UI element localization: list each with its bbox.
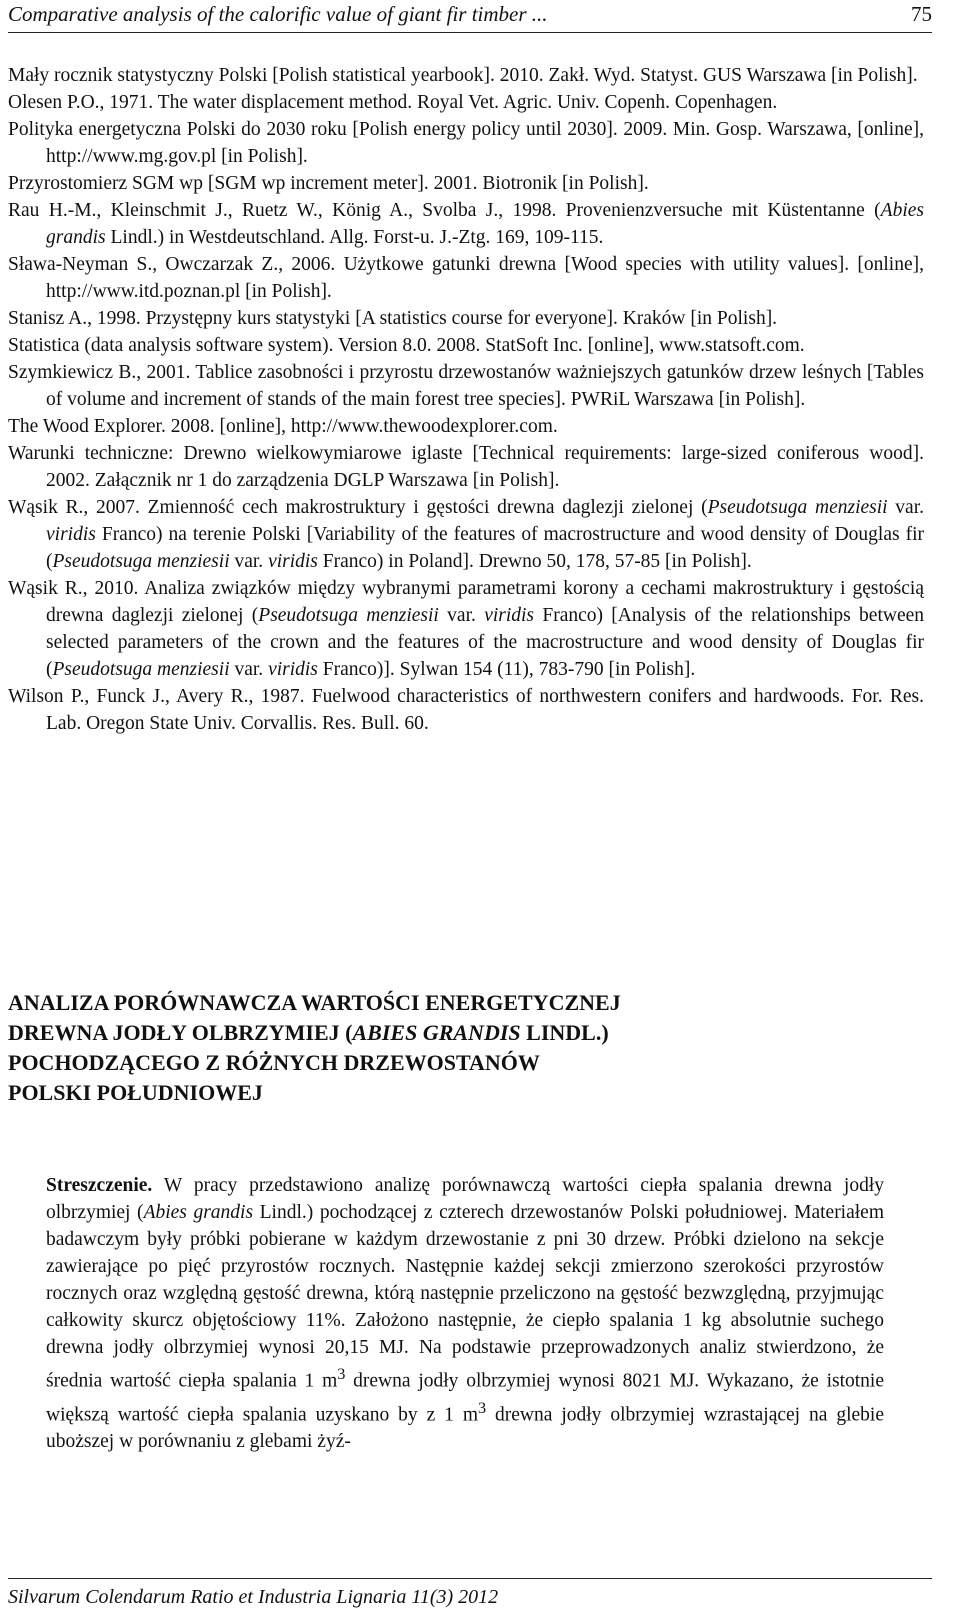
reference-entry — [8, 683, 924, 737]
title-line: POCHODZĄCEGO Z RÓŻNYCH DRZEWOSTANÓW — [8, 1050, 540, 1075]
title-text: LINDL.) — [520, 1020, 609, 1045]
reference-species: viridis — [46, 524, 96, 545]
reference-text: Franco)]. Sylwan 154 (11), 783-790 [in Polish]. — [317, 659, 696, 680]
reference-text: Olesen P.O., 1971. The water displacement method. Royal Vet. Agric. Univ. Copenh. Copenhagen. — [8, 92, 778, 113]
reference-text: var. — [229, 551, 269, 572]
reference-species: Pseudotsuga menziesii — [707, 497, 888, 518]
reference-text: Przyrostomierz SGM wp [SGM wp increment meter]. 2001. Biotronik [in Polish]. — [8, 173, 649, 194]
reference-text: Stanisz A., 1998. Przystępny kurs statystyki [A statistics course for everyone]. Kraków [in Polish]. — [8, 308, 778, 329]
abstract-text: drewna jodły olbrzymiej wynosi 8021 MJ. Wykazano, że istotnie większą wartość ciepła spalania uzyskano by z 1 m — [46, 1370, 884, 1425]
reference-entry — [8, 332, 924, 359]
reference-text: Lindl.) in Westdeutschland. Allg. Forst-u. J.-Ztg. 169, 109-115. — [105, 227, 604, 248]
abstract-text: W pracy przedstawiono analizę porównawczą wartości ciepła spalania drewna jodły olbrzymiej ( — [46, 1175, 884, 1223]
reference-text: Wąsik R., 2007. Zmienność cech makrostruktury i gęstości drewna daglezji zielonej ( — [8, 497, 708, 518]
title-line: ANALIZA PORÓWNAWCZA WARTOŚCI ENERGETYCZNEJ — [8, 990, 621, 1015]
reference-list — [8, 62, 924, 737]
reference-text: Franco) in Poland]. Drewno 50, 178, 57-85 [in Polish]. — [317, 551, 752, 572]
running-header — [8, 0, 932, 30]
superscript: 3 — [337, 1365, 346, 1383]
footer-rule — [8, 1578, 932, 1579]
abstract-text: Lindl.) pochodzącej z czterech drzewostanów Polski południowej. Materiałem badawczym były próbki pobierane w każdym drzewostanie z pni 30 drzew. Próbki dzielono na sekcje zawierające po pięć przyrostów rocznych. Następnie każdej sekcji zmierzono szerokości przyrostów rocznych oraz względną gęstość drewna, którą następnie przeliczono na gęstość bezwzględną, przyjmując całkowity skurcz objętościowy 11%. Założono następnie, że ciepło spalania 1 kg absolutnie suchego drewna jodły olbrzymiej wynosi 20,15 MJ. Na podstawie przeprowadzonych analiz stwierdzono, że średnia wartość ciepła spalania 1 m — [46, 1202, 884, 1392]
reference-text: Franco) na terenie Polski [Variability of the features of macrostructure and wood density of Douglas fir ( — [46, 524, 924, 572]
reference-text: Wilson P., Funck J., Avery R., 1987. Fuelwood characteristics of northwestern conifers and hardwoods. For. Res. Lab. Oregon State Univ. Corvallis. Res. Bull. 60. — [8, 686, 924, 734]
reference-text: var. — [887, 497, 925, 518]
reference-species: Pseudotsuga menziesii — [52, 659, 230, 680]
reference-text: The Wood Explorer. 2008. [online], http://www.thewoodexplorer.com. — [8, 416, 558, 437]
reference-entry — [8, 116, 924, 170]
abstract-species: Abies grandis — [143, 1202, 254, 1223]
reference-entry — [8, 440, 924, 494]
reference-species: viridis — [268, 551, 318, 572]
reference-species: viridis — [484, 605, 535, 626]
reference-text: Rau H.-M., Kleinschmit J., Ruetz W., König A., Svolba J., 1998. Provenienzversuche mit Küstentanne ( — [8, 200, 881, 221]
abstract-label: Streszczenie. — [46, 1175, 153, 1196]
title-text: DREWNA JODŁY OLBRZYMIEJ ( — [8, 1020, 353, 1045]
article-title — [8, 988, 924, 1108]
reference-entry — [8, 89, 924, 116]
reference-text: Franco) [Analysis of the relationships between selected parameters of the crown and the features of the macrostructure and wood density of Douglas fir ( — [46, 605, 925, 680]
page-number: 75 — [911, 2, 932, 26]
reference-text: Szymkiewicz B., 2001. Tablice zasobności i przyrostu drzewostanów ważniejszych gatunków drzew leśnych [Tables of volume and increment of stands of the main forest tree species]. PWRiL Warszawa [in Polish]. — [8, 362, 924, 410]
reference-text: Mały rocznik statystyczny Polski [Polish statistical yearbook]. 2010. Zakł. Wyd. Statyst. GUS Warszawa [in Polish]. — [8, 65, 918, 86]
reference-text: Statistica (data analysis software system). Version 8.0. 2008. StatSoft Inc. [online], www.statsoft.com. — [8, 335, 805, 356]
reference-entry — [8, 494, 924, 575]
reference-text: var. — [438, 605, 485, 626]
reference-species: Abies grandis — [46, 200, 924, 248]
abstract — [46, 1172, 884, 1455]
title-line: POLSKI POŁUDNIOWEJ — [8, 1080, 263, 1105]
reference-entry — [8, 251, 924, 305]
reference-species: Pseudotsuga menziesii — [258, 605, 439, 626]
reference-entry — [8, 62, 924, 89]
header-rule — [8, 32, 932, 33]
reference-entry — [8, 305, 924, 332]
reference-entry — [8, 197, 924, 251]
reference-text: Sława-Neyman S., Owczarzak Z., 2006. Użytkowe gatunki drewna [Wood species with utility values]. [online], http://www.itd.poznan.pl [in Polish]. — [8, 254, 924, 302]
reference-text: var. — [229, 659, 269, 680]
abstract-text: drewna jodły olbrzymiej wzrastającej na glebie uboższej w porównaniu z glebami żyź- — [46, 1404, 884, 1452]
reference-entry — [8, 170, 924, 197]
title-species: ABIES GRANDIS — [352, 1020, 521, 1045]
reference-entry — [8, 575, 924, 683]
reference-species: Pseudotsuga menziesii — [52, 551, 230, 572]
superscript: 3 — [477, 1398, 487, 1417]
running-title: Comparative analysis of the calorific value of giant fir timber ... — [8, 2, 548, 26]
reference-entry — [8, 359, 924, 413]
reference-text: Warunki techniczne: Drewno wielkowymiarowe iglaste [Technical requirements: large-sized coniferous wood]. 2002. Załącznik nr 1 do zarządzenia DGLP Warszawa [in Polish]. — [8, 443, 924, 491]
reference-text: Wąsik R., 2010. Analiza związków między wybranymi parametrami korony a cechami makrostruktury i gęstością drewna daglezji zielonej ( — [8, 578, 924, 626]
reference-species: viridis — [268, 659, 318, 680]
title-line — [8, 1018, 924, 1048]
journal-footer: Silvarum Colendarum Ratio et Industria Lignaria 11(3) 2012 — [8, 1586, 499, 1608]
reference-entry — [8, 413, 924, 440]
reference-text: Polityka energetyczna Polski do 2030 roku [Polish energy policy until 2030]. 2009. Min. Gosp. Warszawa, [online], http://www.mg.gov.pl [in Polish]. — [8, 119, 924, 167]
